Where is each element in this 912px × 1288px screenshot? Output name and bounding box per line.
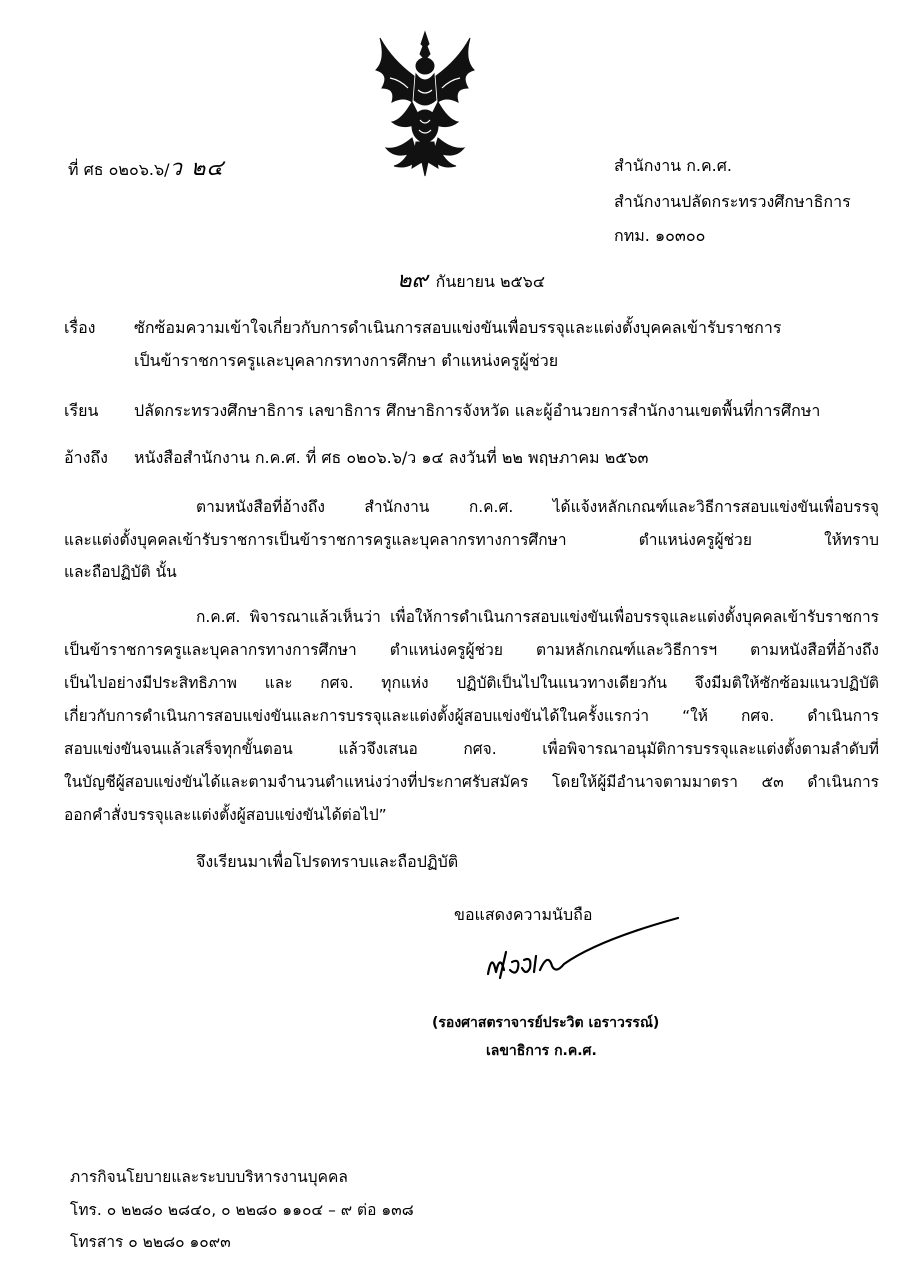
para2-line-1: ก.ค.ศ. พิจารณาแล้วเห็นว่า เพื่อให้การดำเนินการสอบแข่งขันเพื่อบรรจุและแต่งตั้งบุคคลเข้ารับราชการ xyxy=(196,608,879,626)
para3-text: จึงเรียนมาเพื่อโปรดทราบและถือปฏิบัติ xyxy=(196,852,459,871)
para2-line-4: เกี่ยวกับการดำเนินการสอบแข่งขันและการบรรจุและแต่งตั้งผู้สอบแข่งขันได้ในครั้งแรกว่า “ให้ กศจ. ดำเนินการ xyxy=(64,707,879,725)
reference-number-printed: ที่ ศธ ๐๒๐๖.๖/ xyxy=(68,160,170,179)
footer-department: ภารกิจนโยบายและระบบบริหารงานบุคคล xyxy=(70,1168,348,1186)
date-month-year: กันยายน ๒๕๖๔ xyxy=(435,272,545,291)
para1-line-3: และถือปฏิบัติ นั้น xyxy=(64,563,177,581)
signatory-position: เลขาธิการ ก.ค.ศ. xyxy=(486,1043,597,1059)
agency-line-2: สำนักงานปลัดกระทรวงศึกษาธิการ xyxy=(614,192,851,211)
para1-line-1: ตามหนังสือที่อ้างถึง สำนักงาน ก.ค.ศ. ได้แจ้งหลักเกณฑ์และวิธีการสอบแข่งขันเพื่อบรรจุ xyxy=(196,498,879,516)
para1-line-2: และแต่งตั้งบุคคลเข้ารับราชการเป็นข้าราชการครูและบุคลากรทางการศึกษา ตำแหน่งครูผู้ช่วย ให้ทราบ xyxy=(64,531,879,549)
para2-line-6: ในบัญชีผู้สอบแข่งขันได้และตามจำนวนตำแหน่งว่างที่ประกาศรับสมัคร โดยให้ผู้มีอำนาจตามมาตรา ๕๓ ดำเนินการ xyxy=(64,773,879,791)
footer-fax: โทรสาร ๐ ๒๒๘๐ ๑๐๙๓ xyxy=(70,1233,231,1251)
subject-line-1: ซักซ้อมความเข้าใจเกี่ยวกับการดำเนินการสอบแข่งขันเพื่อบรรจุและแต่งตั้งบุคคลเข้ารับราชการ xyxy=(134,318,782,337)
garuda-emblem-icon xyxy=(372,30,478,180)
recipient-text: ปลัดกระทรวงศึกษาธิการ เลขาธิการ ศึกษาธิการจังหวัด และผู้อำนวยการสำนักงานเขตพื้นที่การศึกษา xyxy=(134,401,821,420)
reference-text: หนังสือสำนักงาน ก.ค.ศ. ที่ ศธ ๐๒๐๖.๖/ว ๑๔ ลงวันที่ ๒๒ พฤษภาคม ๒๕๖๓ xyxy=(134,448,649,467)
subject-line-2: เป็นข้าราชการครูและบุคลากรทางการศึกษา ตำแหน่งครูผู้ช่วย xyxy=(134,351,559,370)
para2-line-5: สอบแข่งขันจนแล้วเสร็จทุกขั้นตอน แล้วจึงเสนอ กศจ. เพื่อพิจารณาอนุมัติการบรรจุและแต่งตั้งตามลำดับที่ xyxy=(64,740,879,758)
agency-line-3: กทม. ๑๐๓๐๐ xyxy=(614,226,706,245)
reference-number xyxy=(68,150,224,185)
reference-label: อ้างถึง xyxy=(64,448,108,467)
letter-date xyxy=(397,262,545,297)
footer-phone: โทร. ๐ ๒๒๘๐ ๒๘๔๐, ๐ ๒๒๘๐ ๑๑๐๔ – ๙ ต่อ ๑๓๘ xyxy=(70,1201,414,1219)
agency-line-1: สำนักงาน ก.ค.ศ. xyxy=(614,156,732,175)
para2-line-2: เป็นข้าราชการครูและบุคลากรทางการศึกษา ตำแหน่งครูผู้ช่วย ตามหลักเกณฑ์และวิธีการฯ ตามหนังสือที่อ้างถึง xyxy=(64,641,879,659)
date-day-handwritten: ๒๙ xyxy=(397,268,428,293)
reference-number-handwritten: ว ๒๔ xyxy=(169,156,225,181)
para2-line-7: ออกคำสั่งบรรจุและแต่งตั้งผู้สอบแข่งขันได้ต่อไป” xyxy=(64,806,387,824)
subject-label: เรื่อง xyxy=(64,318,96,337)
closing-salutation: ขอแสดงความนับถือ xyxy=(454,905,593,924)
recipient-label: เรียน xyxy=(64,401,99,420)
signatory-name: (รองศาสตราจารย์ประวิต เอราวรรณ์) xyxy=(432,1015,660,1031)
handwritten-signature-icon xyxy=(478,912,688,992)
para2-line-3: เป็นไปอย่างมีประสิทธิภาพ และ กศจ. ทุกแห่ง ปฏิบัติเป็นไปในแนวทางเดียวกัน จึงมีมติให้ซักซ้อมแนวปฏิบัติ xyxy=(64,674,879,692)
